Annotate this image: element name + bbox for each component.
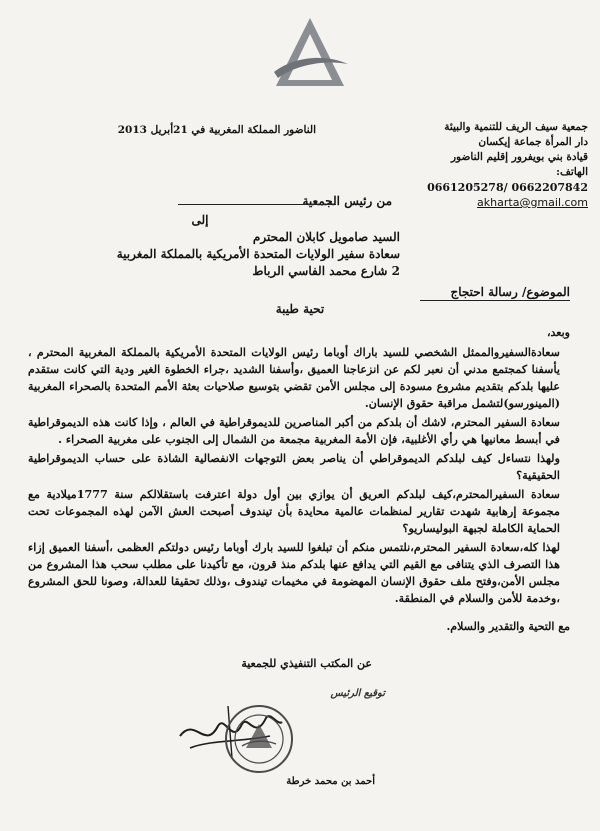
sender-line: من رئيس الجمعية xyxy=(302,194,392,208)
sender-underline xyxy=(178,204,336,205)
signatory-name: أحمد بن محمد خرطة xyxy=(286,776,375,787)
org-phones: 0661205278/ 0662207842 xyxy=(427,181,588,194)
org-address-line2: قيادة بني بويفرور إقليم الناضور xyxy=(450,151,588,163)
opening: وبعد، xyxy=(546,326,570,339)
stamp-icon xyxy=(222,702,296,776)
recipient-to: إلى xyxy=(191,213,209,227)
org-name: جمعية سيف الريف للتنمية والبيئة xyxy=(444,121,588,133)
closing: مع التحية والتقدير والسلام. xyxy=(446,620,570,633)
triangle-logo-icon xyxy=(270,12,350,96)
org-email-link[interactable]: akharta@gmail.com xyxy=(477,196,588,209)
dateline: الناضور المملكة المغربية في 21أبريل 2013 xyxy=(117,124,316,136)
recipient-address: 2 شارع محمد الفاسي الرباط xyxy=(252,264,400,278)
recipient-name: السيد صامويل كابلان المحترم xyxy=(252,230,400,244)
greeting: تحية طيبة xyxy=(275,302,325,316)
org-address-line1: دار المرأة جماعة إيكسان xyxy=(478,136,588,148)
body-paragraph-4: سعادة السفيرالمحترم،كيف لبلدكم العريق أن يوازي بين أول دولة اعترفت باستقلالكم سنة 1777ميلادية مع مجموعة إرهابية شهدت تقارير لمنظمات عالمية محايدة بأن تيندوف أصبحت العش الآمن لهذه المجموعات تحت الحماية الكاملة لجبهة البوليساريو؟ xyxy=(28,487,560,535)
subject-line: الموضوع/ رسالة احتجاج xyxy=(450,285,570,299)
body-paragraph-5: لهذا كله،سعادة السفير المحترم،نلتمس منكم أن تبلغوا للسيد بارك أوباما رئيس دولتكم العظمى ،أسفنا العميق إزاء هذا التصرف الذي يتنافى مع القيم التي يدافع عنها بلدكم منذ قرون، مع تأكيدنا على مطلب سحب هذا المشروع من مجلس الأمن،وفتح ملف حقوق الإنسان المهضومة في مخيمات تيندوف ،وذلك تحقيقا للعدالة، وصونا للحق المشروع ،وخدمة للأمن والسلام في المنطقة. xyxy=(28,540,560,605)
body-paragraph-2: سعادة السفير المحترم، لاشك أن بلدكم من أكبر المناصرين للديموقراطية في العالم ، وإذا كانت هذه الديموقراطية في أبسط معانيها هي رأي الأغلبية، فإن الأمة المغربية مجمعة من الشمال إلى الجنوب على مغربية الصحراء . xyxy=(28,415,560,446)
recipient-block xyxy=(60,212,400,280)
org-phone-label: الهاتف: xyxy=(556,166,588,178)
body-paragraph-3: ولهذا نتساءل كيف لبلدكم الديموقراطي أن يناصر بعض التوجهات الانفصالية الشاذة على حساب الديموقراطية الحقيقية؟ xyxy=(28,451,560,482)
letter-body xyxy=(28,344,560,609)
signature-title: عن المكتب التنفيذي للجمعية xyxy=(241,657,372,670)
signature-caption: توقيع الرئيس xyxy=(330,688,385,699)
subject-underline xyxy=(420,300,570,301)
body-paragraph-1: سعادةالسفيروالممثل الشخصي للسيد باراك أوباما رئيس الولايات المتحدة الأمريكية بالمملكة المغربية المحترم ، يأسفنا كمجتمع مدني أن نعبر لكم عن انزعاجنا العميق ،وأسفنا الشديد ،جراء الخطوة الغير ودية التي كانت ستقدم عليها بلدكم بتقديم مشروع مسودة إلى مجلس الأمن تقضي بتوسيع صلاحيات بعثة الأمم المتحدة بالصحراء المغربية (المينورسو)لتشمل مراقبة حقوق الإنسان. xyxy=(28,345,560,410)
recipient-title: سعادة سفير الولايات المتحدة الأمريكية بالمملكة المغربية xyxy=(116,247,400,261)
